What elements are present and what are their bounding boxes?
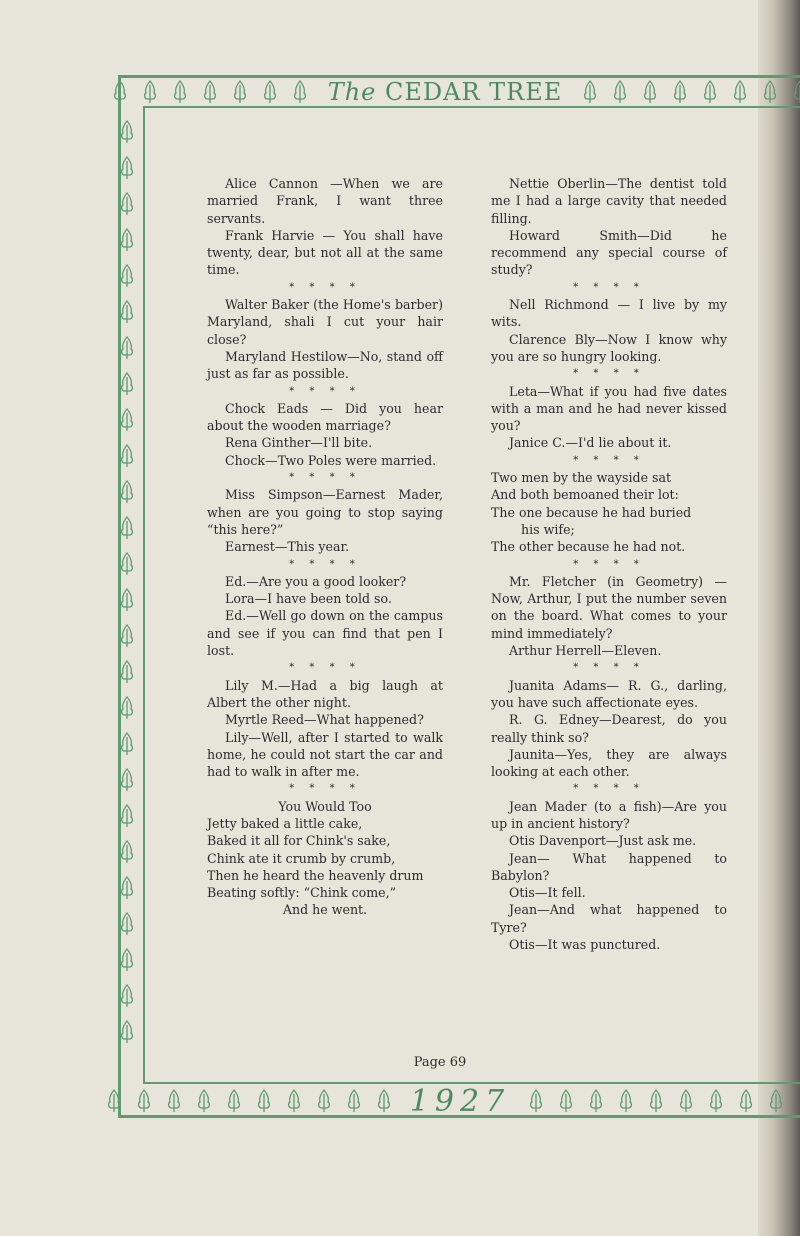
separator: * * * * xyxy=(573,281,645,293)
cedar-tree-icon xyxy=(119,372,135,396)
separator: * * * * xyxy=(289,281,361,293)
joke-line: Jaunita—Yes, they are always looking at each other. xyxy=(491,746,727,780)
cedar-tree-icon xyxy=(588,1089,604,1113)
cedar-tree-icon xyxy=(112,80,128,104)
joke-line: Otis Davenport—Just ask me. xyxy=(509,833,697,849)
cedar-tree-icon xyxy=(316,1089,332,1113)
joke-line: Leta—What if you had five dates with a man and he had never kissed you? xyxy=(491,383,727,434)
cedar-tree-icon xyxy=(119,732,135,756)
cedar-tree-icon xyxy=(119,984,135,1008)
verse-line: his wife; xyxy=(521,521,575,537)
cedar-tree-icon xyxy=(792,80,800,104)
poem-line: Jetty baked a little cake, xyxy=(207,815,363,831)
separator: * * * * xyxy=(573,783,645,795)
joke-line: Frank Harvie — You shall have twenty, dear, but not all at the same time. xyxy=(207,227,443,278)
joke-line: Juanita Adams— R. G., darling, you have such affectionate eyes. xyxy=(491,677,727,710)
joke-line: Nell Richmond — I live by my wits. xyxy=(491,297,727,330)
cedar-tree-icon xyxy=(672,80,688,104)
verse-line: The other because he had not. xyxy=(491,539,686,555)
cedar-tree-icon xyxy=(292,80,308,104)
cedar-tree-icon xyxy=(732,80,748,104)
joke-line: R. G. Edney—Dearest, do you really think so? xyxy=(491,712,727,745)
joke-line: Otis—It fell. xyxy=(509,885,586,901)
cedar-tree-icon xyxy=(762,80,778,104)
joke-line: Clarence Bly—Now I know why you are so hungry looking. xyxy=(491,331,727,364)
separator: * * * * xyxy=(573,558,645,570)
footer-trees-left xyxy=(106,1089,392,1113)
cedar-tree-icon xyxy=(196,1089,212,1113)
cedar-tree-icon xyxy=(142,80,158,104)
cedar-tree-icon xyxy=(708,1089,724,1113)
cedar-tree-icon xyxy=(582,80,598,104)
separator: * * * * xyxy=(289,783,361,795)
cedar-tree-icon xyxy=(256,1089,272,1113)
cedar-tree-icon xyxy=(119,516,135,540)
poem-line: Baked it all for Chink's sake, xyxy=(207,833,391,849)
joke-line: Ed.—Are you a good looker? xyxy=(225,573,407,589)
joke-line: Lily M.—Had a big laugh at Albert the other night. xyxy=(207,677,443,710)
joke-line: Myrtle Reed—What happened? xyxy=(225,712,424,728)
cedar-tree-icon xyxy=(202,80,218,104)
cedar-tree-icon xyxy=(738,1089,754,1113)
left-border-trees xyxy=(119,120,141,1044)
cedar-tree-icon xyxy=(262,80,278,104)
joke-line: Jean Mader (to a fish)—Are you up in ancient history? xyxy=(491,798,727,831)
joke-line: Lily—Well, after I started to walk home, he could not start the car and had to walk in after me. xyxy=(207,729,443,780)
page-number: Page 69 xyxy=(413,1055,467,1070)
cedar-tree-icon xyxy=(119,552,135,576)
cedar-tree-icon xyxy=(119,444,135,468)
cedar-tree-icon xyxy=(618,1089,634,1113)
joke-line: Walter Baker (the Home's barber) Maryland, shali I cut your hair close? xyxy=(207,297,443,347)
cedar-tree-icon xyxy=(226,1089,242,1113)
header-trees-left xyxy=(112,80,308,104)
cedar-tree-icon xyxy=(232,80,248,104)
joke-line: Chock—Two Poles were married. xyxy=(225,452,437,468)
page-title xyxy=(328,78,563,106)
cedar-tree-icon xyxy=(346,1089,362,1113)
cedar-tree-icon xyxy=(558,1089,574,1113)
right-column xyxy=(491,175,727,953)
poem-title: You Would Too xyxy=(278,798,372,814)
poem-line: Chink ate it crumb by crumb, xyxy=(207,850,396,866)
cedar-tree-icon xyxy=(119,624,135,648)
cedar-tree-icon xyxy=(119,120,135,144)
separator: * * * * xyxy=(289,558,361,570)
cedar-tree-icon xyxy=(119,336,135,360)
cedar-tree-icon xyxy=(286,1089,302,1113)
joke-line: Lora—I have been told so. xyxy=(225,591,392,607)
cedar-tree-icon xyxy=(119,804,135,828)
cedar-tree-icon xyxy=(768,1089,784,1113)
joke-line: Nettie Oberlin—The dentist told me I had a large cavity that needed filling. xyxy=(491,176,727,226)
cedar-tree-icon xyxy=(702,80,718,104)
cedar-tree-icon xyxy=(528,1089,544,1113)
footer-banner xyxy=(140,1083,780,1119)
title-cedar-tree: CEDAR TREE xyxy=(385,78,563,106)
joke-line: Jean— What happened to Babylon? xyxy=(491,850,727,883)
cedar-tree-icon xyxy=(119,156,135,180)
cedar-tree-icon xyxy=(119,408,135,432)
cedar-tree-icon xyxy=(119,192,135,216)
separator: * * * * xyxy=(573,454,645,466)
header-trees-right xyxy=(582,80,800,104)
joke-line: Miss Simpson—Earnest Mader, when are you going to stop saying “this here?” xyxy=(207,487,443,537)
verse-line: The one because he had buried xyxy=(491,504,692,520)
cedar-tree-icon xyxy=(166,1089,182,1113)
joke-line: Ed.—Well go down on the campus and see if you can find that pen I lost. xyxy=(207,608,443,659)
cedar-tree-icon xyxy=(119,948,135,972)
verse-line: And both bemoaned their lot: xyxy=(491,487,679,503)
cedar-tree-icon xyxy=(119,588,135,612)
joke-line: Maryland Hestilow—No, stand off just as far as possible. xyxy=(207,348,443,382)
left-column xyxy=(207,175,443,919)
cedar-tree-icon xyxy=(172,80,188,104)
cedar-tree-icon xyxy=(612,80,628,104)
cedar-tree-icon xyxy=(678,1089,694,1113)
cedar-tree-icon xyxy=(119,480,135,504)
cedar-tree-icon xyxy=(106,1089,122,1113)
cedar-tree-icon xyxy=(119,912,135,936)
joke-line: Arthur Herrell—Eleven. xyxy=(509,643,662,659)
separator: * * * * xyxy=(289,662,361,674)
joke-line: Janice C.—I'd lie about it. xyxy=(509,435,672,451)
poem-line: Then he heard the heavenly drum xyxy=(207,867,424,883)
cedar-tree-icon xyxy=(376,1089,392,1113)
joke-line: Mr. Fletcher (in Geometry) — Now, Arthur, I put the number seven on the board. What comes to your mind immediately? xyxy=(491,573,727,641)
cedar-tree-icon xyxy=(119,696,135,720)
cedar-tree-icon xyxy=(119,660,135,684)
footer-trees-right xyxy=(528,1089,800,1113)
separator: * * * * xyxy=(289,385,361,397)
joke-line: Rena Ginther—I'll bite. xyxy=(225,435,373,451)
cedar-tree-icon xyxy=(119,768,135,792)
cedar-tree-icon xyxy=(119,840,135,864)
cedar-tree-icon xyxy=(648,1089,664,1113)
cedar-tree-icon xyxy=(136,1089,152,1113)
cedar-tree-icon xyxy=(119,1020,135,1044)
header-banner xyxy=(140,78,780,106)
poem-line: Beating softly: “Chink come,” xyxy=(207,885,397,901)
cedar-tree-icon xyxy=(119,876,135,900)
cedar-tree-icon xyxy=(119,264,135,288)
verse-line: Two men by the wayside sat xyxy=(491,470,672,486)
joke-line: Jean—And what happened to Tyre? xyxy=(491,902,727,935)
cedar-tree-icon xyxy=(119,300,135,324)
joke-line: Earnest—This year. xyxy=(225,539,350,555)
cedar-tree-icon xyxy=(642,80,658,104)
separator: * * * * xyxy=(573,368,645,380)
title-the: The xyxy=(327,78,377,106)
cedar-tree-icon xyxy=(119,228,135,252)
year-label: 1927 xyxy=(409,1083,511,1119)
separator: * * * * xyxy=(573,662,645,674)
poem-line: And he went. xyxy=(282,902,368,918)
joke-line: Alice Cannon —When we are married Frank, I want three servants. xyxy=(207,176,443,226)
joke-line: Howard Smith—Did he recommend any special course of study? xyxy=(491,227,727,278)
joke-line: Otis—It was punctured. xyxy=(509,937,661,953)
separator: * * * * xyxy=(289,472,361,484)
joke-line: Chock Eads — Did you hear about the wooden marriage? xyxy=(207,400,443,434)
